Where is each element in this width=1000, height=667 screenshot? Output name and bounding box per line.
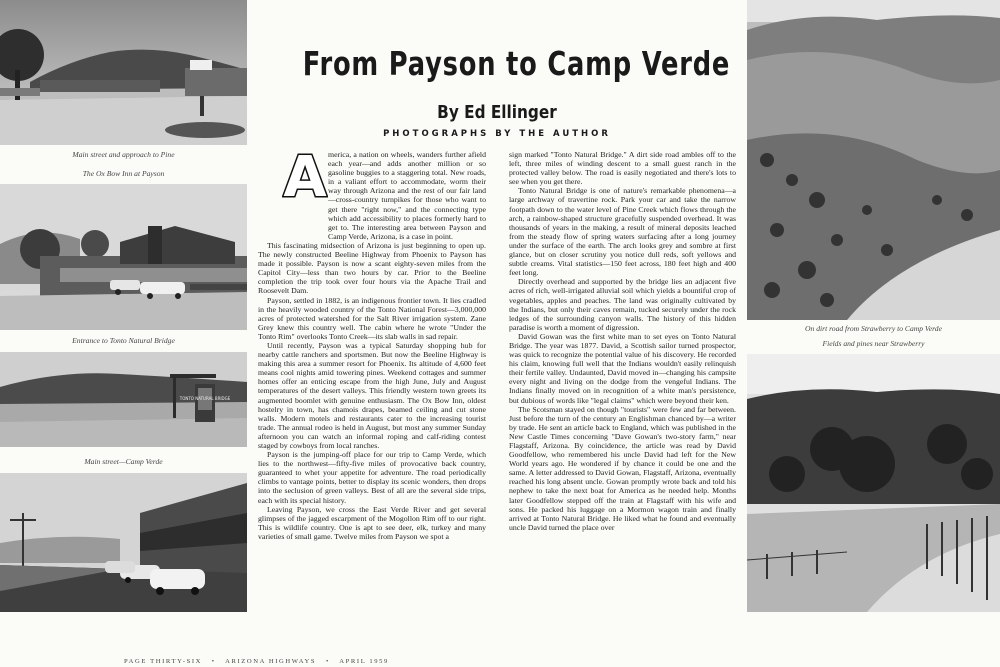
col1-paragraph-3: Payson, settled in 1882, is an indigenous frontier town. It lies cradled in the heavily wooded country of the Tonto National Forest—3,000,000 acres of protected watershed for the Salt River irrigation system. Zane Grey knew this country well. The cabin where he wrote "Under the Tonto Rim" overlooks Tonto Creek—its slab walls in sad repair. xyxy=(258,295,486,341)
photo-strawberry-dirt-road xyxy=(747,0,1000,320)
article-column-2 xyxy=(509,150,736,612)
footer-date: APRIL 1959 xyxy=(339,658,389,665)
col1-paragraph-1: merica, a nation on wheels, wanders further afield each year—and adds another million or so gasoline buggies to a staggering total. New roads, in a valiant effort to accommodate, worm their way through Arizona and the rest of our fair land—cross-country turnpikes for those who want to get there "right now," and the connecting type which add accessibility to places formerly hard to get to. The interesting area between Payson and Camp Verde, Arizona, is a case in point. xyxy=(328,150,486,241)
caption-pine-main-street: Main street and approach to Pine xyxy=(72,150,175,159)
footer-magazine: ARIZONA HIGHWAYS xyxy=(225,658,317,665)
col2-paragraph-1: sign marked "Tonto Natural Bridge." A dirt side road ambles off to the left, three miles of winding descent to a small guest ranch in the protected valley below. The road is easily negotiated and there's lots to see when you get there. xyxy=(509,150,736,187)
article-column-1 xyxy=(258,150,486,612)
caption-tonto-bridge-entrance: Entrance to Tonto Natural Bridge xyxy=(72,336,175,345)
article-title: From Payson to Camp Verde xyxy=(302,44,731,83)
col2-paragraph-4: David Gowan was the first white man to set eyes on Tonto Natural Bridge. The year was 1877. David, a Scottish sailor turned prospector, was quick to recognize the potential value of his discovery. He recorded his claim, knowing full well that the Indians wouldn't easily relinquish their fertile valley. Undaunted, David moved in—changing his campsite every night and living on the dodge from the vengeful Indians. The Indians finally moved on in recognition of a white man's persistence, but dubious of words like "legal claims" which were beyond their ken. xyxy=(509,331,736,405)
article-byline: By Ed Ellinger xyxy=(437,102,557,123)
col1-paragraph-6: Leaving Payson, we cross the East Verde River and get several glimpses of the jagged escarpment of the Mogollon Rim off to our right. This is wildlife country. One is apt to see deer, elk, turkey and many varieties of small game. Twelve miles from Payson we spot a xyxy=(258,504,486,541)
caption-camp-verde-main-street: Main street—Camp Verde xyxy=(84,457,163,466)
photo-tonto-bridge-entrance xyxy=(0,352,247,447)
footer-page: PAGE THIRTY-SIX xyxy=(124,658,203,665)
col1-paragraph-5: Payson is the jumping-off place for our trip to Camp Verde, which lies to the northwest—fifty-five miles of provocative back country, guaranteed to whet your appetite for adventure. The road periodically climbs to vantage points, better to display its scenic wonders, then drops into the seclusion of green valleys. Best of all are the several side trips, each with its special history. xyxy=(258,450,486,505)
drop-cap-letter: A xyxy=(283,149,327,201)
photo-credit: PHOTOGRAPHS BY THE AUTHOR xyxy=(383,129,611,139)
page-footer xyxy=(124,658,389,665)
sign-tonto-natural-bridge: TONTO NATURAL BRIDGE xyxy=(179,396,231,401)
col1-paragraph-4: Until recently, Payson was a typical Saturday shopping hub for nearby cattle ranchers and sportsmen. But now the Beeline Highway is making this area a summer resort for Phoenix. Its altitude of 4,600 feet means cool nights amid towering pines. Weekend cottages and summer homes offer an enticing escape from the high June, July and August temperatures of the desert valleys. This friendly western town greets its augmented boomlet with genuine enthusiasm. The Ox Bow Inn, oldest hostelry in town, has chamois drapes, beamed ceiling and cut stone walls. Modern motels and restaurants cater to the increasing tourist trade. The annual rodeo is held in August, but most any summer Sunday afternoon you can watch an informal roping and calf-riding contest staged by cowboys from local ranches. xyxy=(258,340,486,450)
footer-sep-1: • xyxy=(211,658,216,665)
col1-paragraph-2: This fascinating midsection of Arizona is just beginning to open up. The newly constructed Beeline Highway from Phoenix to Payson has made it possible. Payson is now a scant eighty-seven miles from the Capitol City—less than two hours by car. Prior to the Beeline completion the trip took over four hours via the Apache Trail and Roosevelt Dam. xyxy=(258,240,486,296)
col2-paragraph-2: Tonto Natural Bridge is one of nature's remarkable phenomena—a large archway of travertine rock. Park your car and take the narrow footpath down to the water level of Pine Creek which flows through the arch, a rainbow-shaped structure gracefully suspended overhead. It was thousands of years in the making, a result of mineral deposits leached from the steady flow of spring waters surfacing after a long journey under the surface of the earth. The arch looks grey and sombre at first glance, but on closer scrutiny you notice dull reds, soft yellows and subtle creams. Vital statistics—150 feet across, 180 feet high and 400 feet long. xyxy=(509,186,736,278)
photo-camp-verde-main-street xyxy=(0,473,247,612)
caption-ox-bow-inn: The Ox Bow Inn at Payson xyxy=(82,169,165,178)
photo-strawberry-fields-pines xyxy=(747,354,1000,612)
footer-sep-2: • xyxy=(325,658,330,665)
col2-paragraph-3: Directly overhead and supported by the bridge lies an adjacent five acres of rich, well-irrigated alluvial soil which yields a bountiful crop of vegetables, apples and peaches. The land was originally cultivated by the Indians, but only their caves remain, tucked securely under the rock ledges of the surrounding canyon walls. The history of this hidden paradise is worth a moment of digression. xyxy=(509,277,736,332)
caption-strawberry-fields: Fields and pines near Strawberry xyxy=(822,339,925,348)
photo-pine-main-street xyxy=(0,0,247,145)
photo-ox-bow-inn xyxy=(0,184,247,330)
caption-strawberry-dirt-road: On dirt road from Strawberry to Camp Verde xyxy=(805,324,942,333)
col2-paragraph-5: The Scotsman stayed on though "tourists" were few and far between. Just before the turn of the century an Englishman chanced by—a writer by trade. He sent an article back to England, which was published in the New Castle Times concerning "Dave Gowan's two-story farm," near Flagstaff, Arizona. By coincidence, the article was read by David Goodfellow, who remembered his uncle David had left for the New World years ago. He wondered if by chance it could be one and the same. A letter addressed to David Gowan, Flagstaff, Arizona, eventually reached his long absent uncle. Gowan promptly wrote back and told his nephew to take the next boat for America as he needed help. Months later Goodfellow stepped off the train at Flagstaff with his wife and sons. He packed his luggage on a Mormon wagon train and finally arrived at Tonto Natural Bridge. He liked what he found and eventually uncle David turned the place over xyxy=(509,404,736,532)
